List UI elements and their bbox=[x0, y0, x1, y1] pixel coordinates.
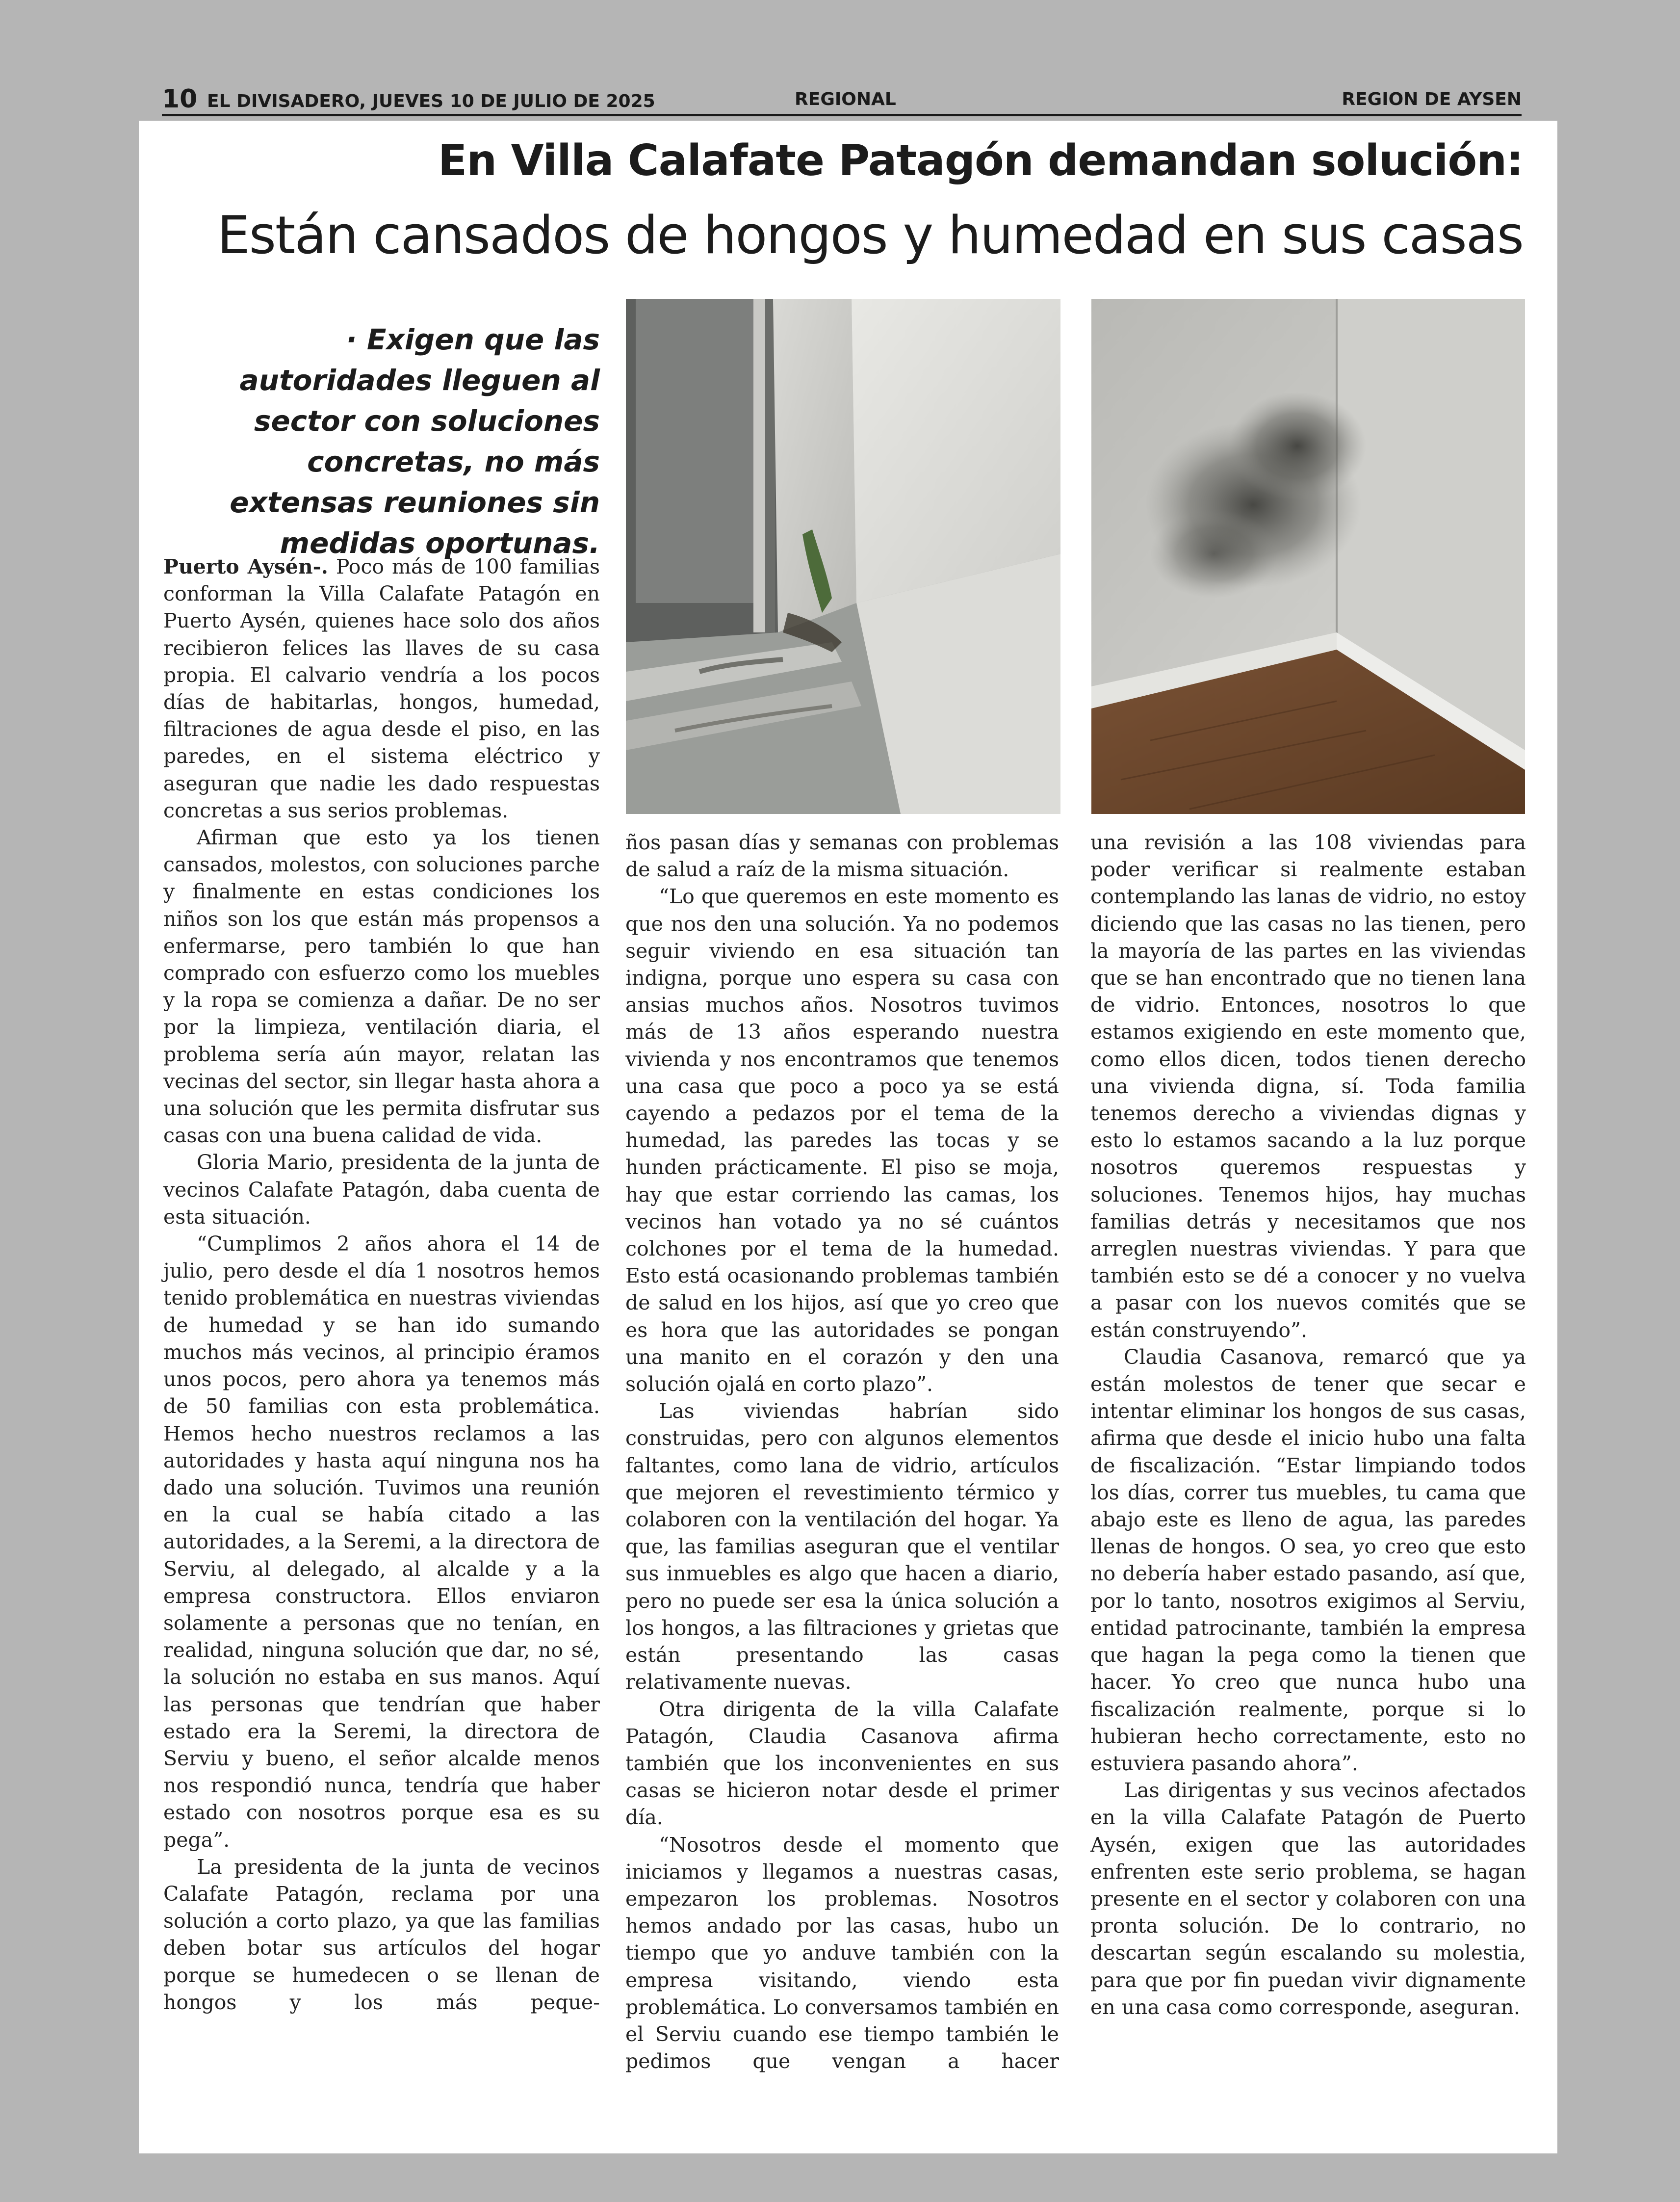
section-name: REGIONAL bbox=[795, 89, 896, 109]
header-rule bbox=[162, 114, 1522, 116]
article-paragraph: “Nosotros desde el momento que iniciamos y llegamos a nuestras casas, empezaron los problemas. Nosotros hemos andado por las casas, hubo un tiempo que yo anduve también con la empresa visitando, viendo esta problemática. Lo conversamos también en el Serviu cuando ese tiempo también le pedimos que vengan a hacer bbox=[625, 1833, 1059, 2073]
page-header bbox=[162, 84, 1522, 114]
article-column-2 bbox=[625, 829, 1059, 2075]
headline: Están cansados de hongos y humedad en sus casas bbox=[217, 205, 1523, 265]
article-paragraph: “Cumplimos 2 años ahora el 14 de julio, pero desde el día 1 nosotros hemos tenido problemática en nuestras viviendas de humedad y se han ido sumando muchos más vecinos, al principio éramos unos pocos, pero ahora ya tenemos más de 50 familias con esta problemática. Hemos hecho nuestros reclamos a las autoridades y hasta aquí ninguna nos ha dado una solución. Tuvimos una reunión en la cual se había citado a las autoridades, a la Seremi, a la directora de Serviu, al delegado, al alcalde y a la empresa constructora. Ellos enviaron solamente a personas que no tenían, en realidad, ninguna solución que dar, no sé, la solución no estaba en sus manos. Aquí las personas que tendrían que haber estado era la Seremi, la directora de Serviu y bueno, el señor alcalde menos nos respondió nunca, tendría que haber estado con nosotros porque esa es su pega”. bbox=[163, 1232, 600, 1852]
article-page bbox=[139, 121, 1557, 2153]
region-name: REGION DE AYSEN bbox=[1342, 89, 1522, 109]
article-paragraph: Afirman que esto ya los tienen cansados, molestos, con soluciones parche y finalmente en estas condiciones los niños son los que están más propensos a enfermarse, pero también lo que han comprado con esfuerzo como los muebles y la ropa se comienza a dañar. De no ser por la limpieza, ventilación diaria, el problema sería aún mayor, relatan las vecinas del sector, sin llegar hasta ahora a una solución que les permita disfrutar sus casas con una buena calidad de vida. bbox=[163, 826, 600, 1148]
page-number: 10 bbox=[162, 84, 198, 114]
article-paragraph: Puerto Aysén-. Poco más de 100 familias conforman la Villa Calafate Patagón en Puerto Aysén, quienes hace solo dos años recibieron felices las llaves de su casa propia. El calvario vendría a los pocos días de habitarlas, hongos, humedad, filtraciones de agua desde el piso, en las paredes, en el sistema eléctrico y aseguran que nadie les dado respuestas concretas a sus serios problemas. bbox=[163, 555, 600, 822]
article-paragraph: Las viviendas habrían sido construidas, pero con algunos elementos faltantes, como lana de vidrio, artículos que mejoren el revestimiento térmico y colaboren con la ventilación del hogar. Ya que, las familias aseguran que el ventilar sus inmuebles es algo que hacen a diario, pero no puede ser esa la única solución a los hongos, a las filtraciones y grietas que están presentando las casas relativamente nuevas. bbox=[625, 1399, 1059, 1694]
article-paragraph: ños pasan días y semanas con problemas de salud a raíz de la misma situación. bbox=[625, 831, 1059, 882]
article-paragraph: una revisión a las 108 viviendas para poder verificar si realmente estaban contemplando las lanas de vidrio, no estoy diciendo que las casas no las tienen, pero la mayoría de las partes en las viviendas que se han encontrado que no tienen lana de vidrio. Entonces, nosotros lo que estamos exigiendo en este momento que, como ellos dicen, todos tienen derecho una vivienda digna, sí. Toda familia tenemos derecho a viviendas dignas y esto lo estamos sacando a la luz porque nosotros queremos respuestas y soluciones. Tenemos hijos, hay muchas familias detrás y necesitamos que nos arreglen nuestras viviendas. Y para que también esto se dé a conocer y no vuelva a pasar con los nuevos comités que se están construyendo”. bbox=[1090, 831, 1526, 1342]
deck: · Exigen que las autoridades lleguen al sector con soluciones concretas, no más extensas reuniones sin medidas oportunas. bbox=[230, 323, 600, 560]
kicker: En Villa Calafate Patagón demandan solución: bbox=[438, 135, 1523, 185]
article-paragraph: Claudia Casanova, remarcó que ya están molestos de tener que secar e intentar eliminar los hongos de sus casas, afirma que desde el inicio hubo una falta de fiscalización. “Estar limpiando todos los días, correr tus muebles, tu cama que abajo este es lleno de agua, las paredes llenas de hongos. O sea, yo creo que esto no debería haber estado pasando, así que, por lo tanto, nosotros exigimos al Serviu, entidad patrocinante, también la empresa que hagan la pega como la tienen que hacer. Yo creo que nunca hubo una fiscalización realmente, porque si lo hubieran hecho correctamente, esto no estuviera pasando ahora”. bbox=[1090, 1345, 1526, 1775]
article-paragraph: Gloria Mario, presidenta de la junta de vecinos Calafate Patagón, daba cuenta de esta situación. bbox=[163, 1151, 600, 1229]
article-paragraph: La presidenta de la junta de vecinos Calafate Patagón, reclama por una solución a corto plazo, ya que las familias deben botar sus artículos del hogar porque se humedecen o se llenan de hongos y los más peque- bbox=[163, 1855, 600, 2014]
article-paragraph: Otra dirigenta de la villa Calafate Patagón, Claudia Casanova afirma también que los inconvenientes en sus casas se hicieron notar desde el primer día. bbox=[625, 1697, 1059, 1830]
dateline: Puerto Aysén-. bbox=[163, 555, 328, 578]
window-mold-photo bbox=[626, 299, 1060, 814]
wall-mold-photo bbox=[1091, 299, 1525, 814]
article-paragraph: “Lo que queremos en este momento es que nos den una solución. Ya no podemos seguir viviendo en esa situación tan indigna, porque uno espera su casa con ansias muchos años. Nosotros tuvimos más de 13 años esperando nuestra vivienda y nos encontramos que tenemos una casa que poco a poco ya se está cayendo a pedazos por el tema de la humedad, las paredes las tocas y se hunden prácticamente. El piso se moja, hay que estar corriendo las camas, los vecinos han votado ya no sé cuántos colchones por el tema de la humedad. Esto está ocasionando problemas también de salud en los hijos, así que yo creo que es hora que las autoridades se pongan una manito en el corazón y den una solución ojalá en corto plazo”. bbox=[625, 885, 1059, 1396]
article-column-3 bbox=[1090, 829, 1526, 2021]
article-paragraph: Las dirigentas y sus vecinos afectados en la villa Calafate Patagón de Puerto Aysén, exigen que las autoridades enfrenten este serio problema, se hagan presente en el sector y colaboren con una pronta solución. De lo contrario, no descartan según escalando su molestia, para que por fin puedan vivir dignamente en una casa como corresponde, aseguran. bbox=[1090, 1779, 1526, 2019]
article-column-1 bbox=[163, 553, 600, 2016]
edition-line: EL DIVISADERO, JUEVES 10 DE JULIO DE 2025 bbox=[207, 91, 655, 111]
